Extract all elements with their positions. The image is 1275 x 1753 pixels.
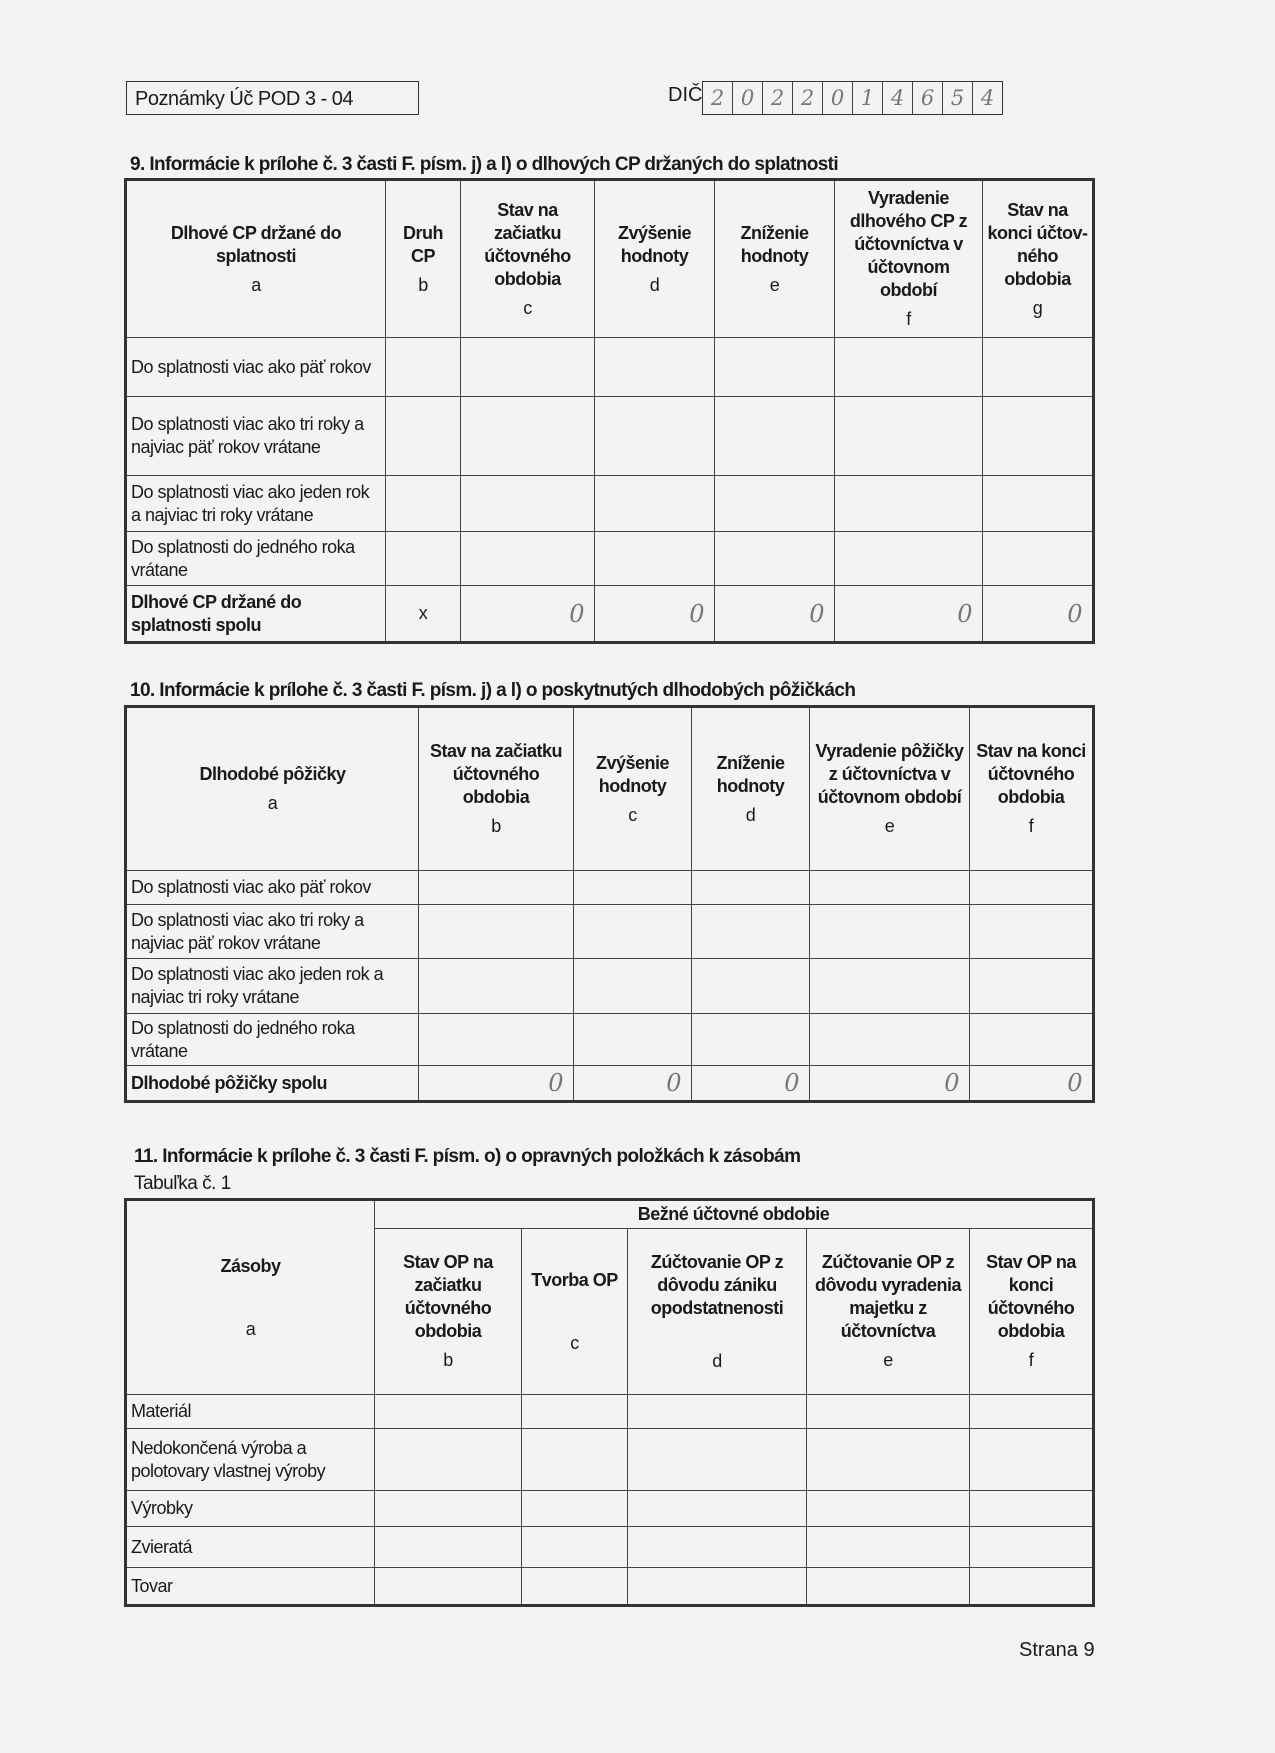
dic-digit: 4 bbox=[883, 82, 913, 114]
section-10-title: 10. Informácie k prílohe č. 3 časti F. písm. j) a l) o poskytnutých dlhodobých pôžičkách bbox=[130, 680, 856, 701]
table-cell[interactable] bbox=[810, 1014, 970, 1066]
column-header bbox=[810, 707, 970, 871]
row-label: Tovar bbox=[126, 1568, 375, 1606]
table-row bbox=[126, 1014, 1094, 1066]
dic-digit: 5 bbox=[943, 82, 973, 114]
column-label: Vyradenie pôžičky z účtovníctva v účtovnom období bbox=[815, 741, 964, 807]
column-header bbox=[375, 1229, 522, 1395]
table-cell[interactable] bbox=[692, 1014, 810, 1066]
table-cell[interactable] bbox=[970, 1014, 1094, 1066]
column-header bbox=[386, 180, 461, 338]
table-caption: Tabuľka č. 1 bbox=[134, 1173, 231, 1194]
table-cell[interactable]: 0 bbox=[461, 586, 595, 643]
section-11-table bbox=[124, 1198, 1095, 1607]
table-cell[interactable]: 0 bbox=[983, 586, 1094, 643]
table-cell[interactable] bbox=[983, 532, 1094, 586]
table-header-row bbox=[126, 180, 1094, 338]
column-letter: d bbox=[745, 804, 756, 825]
column-letter: d bbox=[712, 1350, 722, 1371]
table-cell[interactable] bbox=[574, 959, 692, 1014]
column-label: Zásoby bbox=[220, 1255, 281, 1276]
table-cell[interactable] bbox=[574, 905, 692, 959]
section-11-title: 11. Informácie k prílohe č. 3 časti F. písm. o) o opravných položkách k zásobám bbox=[134, 1146, 801, 1167]
table-cell[interactable] bbox=[375, 1527, 522, 1568]
column-label: Vyradenie dlhového CP z účtovníctva v účtovnom období bbox=[849, 188, 968, 300]
table-cell[interactable] bbox=[386, 532, 461, 586]
table-header-row bbox=[126, 707, 1094, 871]
column-letter: b bbox=[491, 816, 501, 836]
table-row bbox=[126, 1429, 1094, 1491]
column-header bbox=[522, 1229, 628, 1395]
column-header bbox=[126, 180, 386, 338]
column-label: Dlhodobé pôžičky bbox=[199, 764, 346, 784]
table-cell[interactable] bbox=[375, 1568, 522, 1606]
column-header bbox=[419, 707, 574, 871]
row-label: Do splatnosti do jedného roka vrátane bbox=[126, 1014, 419, 1066]
table-row bbox=[126, 871, 1094, 905]
table-row bbox=[126, 905, 1094, 959]
table-cell[interactable] bbox=[835, 338, 983, 397]
dic-field[interactable] bbox=[702, 81, 1003, 115]
table-cell[interactable] bbox=[628, 1491, 807, 1527]
dic-label: DIČ bbox=[668, 84, 703, 106]
table-cell[interactable] bbox=[386, 338, 461, 397]
table-cell[interactable] bbox=[522, 1429, 628, 1491]
row-label: Do splatnosti viac ako tri roky a najviac päť rokov vrátane bbox=[126, 905, 419, 959]
table-cell[interactable] bbox=[595, 338, 715, 397]
table-cell[interactable] bbox=[419, 1014, 574, 1066]
table-cell[interactable] bbox=[461, 532, 595, 586]
table-cell[interactable] bbox=[419, 905, 574, 959]
table-cell[interactable] bbox=[983, 338, 1094, 397]
column-header bbox=[970, 707, 1094, 871]
column-header bbox=[807, 1229, 970, 1395]
dic-digit: 6 bbox=[913, 82, 943, 114]
row-label: Do splatnosti do jedného roka vrátane bbox=[126, 532, 386, 586]
dic-digit: 0 bbox=[823, 82, 853, 114]
row-label: Do splatnosti viac ako päť rokov bbox=[126, 338, 386, 397]
table-cell[interactable]: 0 bbox=[715, 586, 835, 643]
column-label: Zúčtovanie OP z dôvodu zániku opodstatnenosti bbox=[650, 1251, 784, 1318]
table-cell[interactable] bbox=[595, 476, 715, 532]
form-label: Poznámky Úč POD 3 - 04 bbox=[126, 81, 419, 115]
column-label: Stav OP na konci účtovného obdobia bbox=[986, 1252, 1076, 1341]
table-cell[interactable] bbox=[574, 1014, 692, 1066]
table-cell[interactable] bbox=[522, 1395, 628, 1429]
dic-digit: 2 bbox=[793, 82, 823, 114]
table-cell[interactable] bbox=[835, 397, 983, 476]
column-letter: c bbox=[570, 1332, 579, 1353]
table-cell[interactable] bbox=[574, 871, 692, 905]
column-label: Stav na konci účtov-ného obdobia bbox=[987, 199, 1088, 289]
row-label: Do splatnosti viac ako jeden rok a najviac tri roky vrátane bbox=[126, 959, 419, 1014]
table-cell[interactable] bbox=[970, 1568, 1094, 1606]
total-row bbox=[126, 1066, 1094, 1102]
group-header: Bežné účtovné obdobie bbox=[375, 1200, 1094, 1229]
column-letter: e bbox=[884, 816, 895, 836]
column-header bbox=[970, 1229, 1094, 1395]
row-label: Materiál bbox=[126, 1395, 375, 1429]
column-letter: b bbox=[418, 274, 428, 295]
column-header bbox=[628, 1229, 807, 1395]
table-cell[interactable] bbox=[715, 397, 835, 476]
column-letter: e bbox=[769, 274, 780, 295]
row-label: Výrobky bbox=[126, 1491, 375, 1527]
table-cell[interactable] bbox=[983, 397, 1094, 476]
group-header-row bbox=[126, 1200, 1094, 1229]
table-cell[interactable]: 0 bbox=[595, 586, 715, 643]
table-row bbox=[126, 338, 1094, 397]
table-cell[interactable] bbox=[835, 476, 983, 532]
table-cell[interactable] bbox=[595, 532, 715, 586]
table-cell[interactable] bbox=[715, 338, 835, 397]
table-cell[interactable] bbox=[715, 476, 835, 532]
column-letter: d bbox=[649, 274, 660, 295]
section-9-title: 9. Informácie k prílohe č. 3 časti F. písm. j) a l) o dlhových CP držaných do splatnosti bbox=[130, 154, 839, 175]
column-label: Zvýšenie hodnoty bbox=[617, 222, 692, 266]
column-label: Stav na začiatku účtovného obdobia bbox=[484, 199, 571, 289]
table-cell[interactable] bbox=[970, 1491, 1094, 1527]
total-row bbox=[126, 586, 1094, 643]
table-cell[interactable]: 0 bbox=[810, 1066, 970, 1102]
column-label: Stav OP na začiatku účtovného obdobia bbox=[403, 1252, 493, 1341]
section-9-table bbox=[124, 178, 1095, 644]
table-cell[interactable] bbox=[461, 397, 595, 476]
table-cell[interactable] bbox=[628, 1568, 807, 1606]
table-cell[interactable] bbox=[375, 1491, 522, 1527]
table-cell[interactable] bbox=[692, 959, 810, 1014]
table-cell[interactable]: 0 bbox=[835, 586, 983, 643]
row-label: Do splatnosti viac ako jeden rok a najviac tri roky vrátane bbox=[126, 476, 386, 532]
row-label: Do splatnosti viac ako päť rokov bbox=[126, 871, 419, 905]
column-label: Stav na konci účtovného obdobia bbox=[976, 741, 1086, 807]
table-cell[interactable] bbox=[628, 1395, 807, 1429]
column-letter: c bbox=[523, 297, 532, 318]
table-cell[interactable] bbox=[461, 476, 595, 532]
column-letter: g bbox=[1032, 297, 1043, 318]
table-cell[interactable] bbox=[810, 871, 970, 905]
column-header bbox=[461, 180, 595, 338]
table-cell[interactable] bbox=[375, 1429, 522, 1491]
table-cell[interactable] bbox=[807, 1527, 970, 1568]
table-cell[interactable] bbox=[807, 1568, 970, 1606]
column-letter: f bbox=[906, 309, 911, 329]
table-cell[interactable] bbox=[692, 905, 810, 959]
table-row bbox=[126, 1568, 1094, 1606]
row-label: Dlhodobé pôžičky spolu bbox=[126, 1066, 419, 1102]
table-cell[interactable] bbox=[419, 959, 574, 1014]
column-letter: a bbox=[267, 793, 278, 813]
column-label: Druh CP bbox=[403, 222, 443, 266]
table-cell[interactable] bbox=[628, 1429, 807, 1491]
dic-digit: 2 bbox=[763, 82, 793, 114]
row-label: Zvieratá bbox=[126, 1527, 375, 1568]
column-letter: f bbox=[1028, 1350, 1034, 1370]
table-row bbox=[126, 959, 1094, 1014]
table-cell[interactable] bbox=[419, 871, 574, 905]
column-header bbox=[126, 707, 419, 871]
table-cell[interactable] bbox=[628, 1527, 807, 1568]
row-label: Dlhové CP držané do splatnosti spolu bbox=[126, 586, 386, 643]
table-cell[interactable] bbox=[835, 532, 983, 586]
section-10-table bbox=[124, 705, 1095, 1103]
table-cell[interactable] bbox=[807, 1429, 970, 1491]
column-letter: b bbox=[443, 1350, 453, 1370]
table-cell[interactable] bbox=[810, 905, 970, 959]
table-cell[interactable] bbox=[970, 871, 1094, 905]
table-cell[interactable] bbox=[715, 532, 835, 586]
table-cell[interactable] bbox=[386, 476, 461, 532]
table-cell[interactable] bbox=[807, 1491, 970, 1527]
table-cell[interactable] bbox=[970, 905, 1094, 959]
column-letter: a bbox=[245, 1318, 256, 1339]
table-cell[interactable] bbox=[386, 397, 461, 476]
column-label: Zníženie hodnoty bbox=[740, 222, 809, 266]
dic-digit: 1 bbox=[853, 82, 883, 114]
table-row bbox=[126, 1395, 1094, 1429]
table-row bbox=[126, 1527, 1094, 1568]
table-cell[interactable] bbox=[970, 1429, 1094, 1491]
table-cell[interactable]: 0 bbox=[574, 1066, 692, 1102]
column-header bbox=[835, 180, 983, 338]
table-row bbox=[126, 1491, 1094, 1527]
table-cell[interactable] bbox=[522, 1527, 628, 1568]
table-cell[interactable] bbox=[595, 397, 715, 476]
table-cell[interactable]: 0 bbox=[970, 1066, 1094, 1102]
dic-digit: 4 bbox=[980, 86, 995, 110]
table-cell[interactable] bbox=[970, 1527, 1094, 1568]
row-label: Nedokončená výroba a polotovary vlastnej výroby bbox=[126, 1429, 375, 1491]
column-label: Tvorba OP bbox=[531, 1269, 618, 1290]
column-letter: a bbox=[251, 274, 261, 295]
column-label: Dlhové CP držané do splatnosti bbox=[170, 222, 342, 266]
table-cell[interactable] bbox=[375, 1395, 522, 1429]
table-cell[interactable] bbox=[983, 476, 1094, 532]
column-letter: f bbox=[1028, 816, 1034, 836]
column-header bbox=[126, 1200, 375, 1395]
column-header bbox=[692, 707, 810, 871]
dic-digit: 0 bbox=[733, 82, 763, 114]
table-cell[interactable] bbox=[810, 959, 970, 1014]
column-letter: e bbox=[883, 1350, 893, 1370]
column-label: Zvýšenie hodnoty bbox=[595, 752, 670, 796]
row-label: Do splatnosti viac ako tri roky a najviac päť rokov vrátane bbox=[126, 397, 386, 476]
column-letter: c bbox=[628, 804, 637, 825]
table-cell[interactable] bbox=[970, 1395, 1094, 1429]
table-row bbox=[126, 476, 1094, 532]
table-row bbox=[126, 532, 1094, 586]
table-cell[interactable] bbox=[807, 1395, 970, 1429]
table-cell[interactable] bbox=[522, 1491, 628, 1527]
column-label: Zúčtovanie OP z dôvodu vyradenia majetku z účtovníctva bbox=[814, 1252, 962, 1341]
table-cell[interactable]: x bbox=[386, 586, 461, 643]
column-label: Stav na začiatku účtovného obdobia bbox=[429, 741, 563, 807]
table-cell[interactable] bbox=[461, 338, 595, 397]
table-cell[interactable] bbox=[970, 959, 1094, 1014]
table-row bbox=[126, 397, 1094, 476]
column-header bbox=[715, 180, 835, 338]
column-header bbox=[574, 707, 692, 871]
table-cell[interactable]: 0 bbox=[419, 1066, 574, 1102]
table-cell[interactable] bbox=[692, 871, 810, 905]
column-header bbox=[595, 180, 715, 338]
dic-digit: 2 bbox=[703, 82, 733, 114]
page-number: Strana 9 bbox=[1019, 1639, 1095, 1661]
column-label: Zníženie hodnoty bbox=[716, 752, 785, 796]
table-cell[interactable]: 0 bbox=[692, 1066, 810, 1102]
column-header bbox=[983, 180, 1094, 338]
table-cell[interactable] bbox=[522, 1568, 628, 1606]
